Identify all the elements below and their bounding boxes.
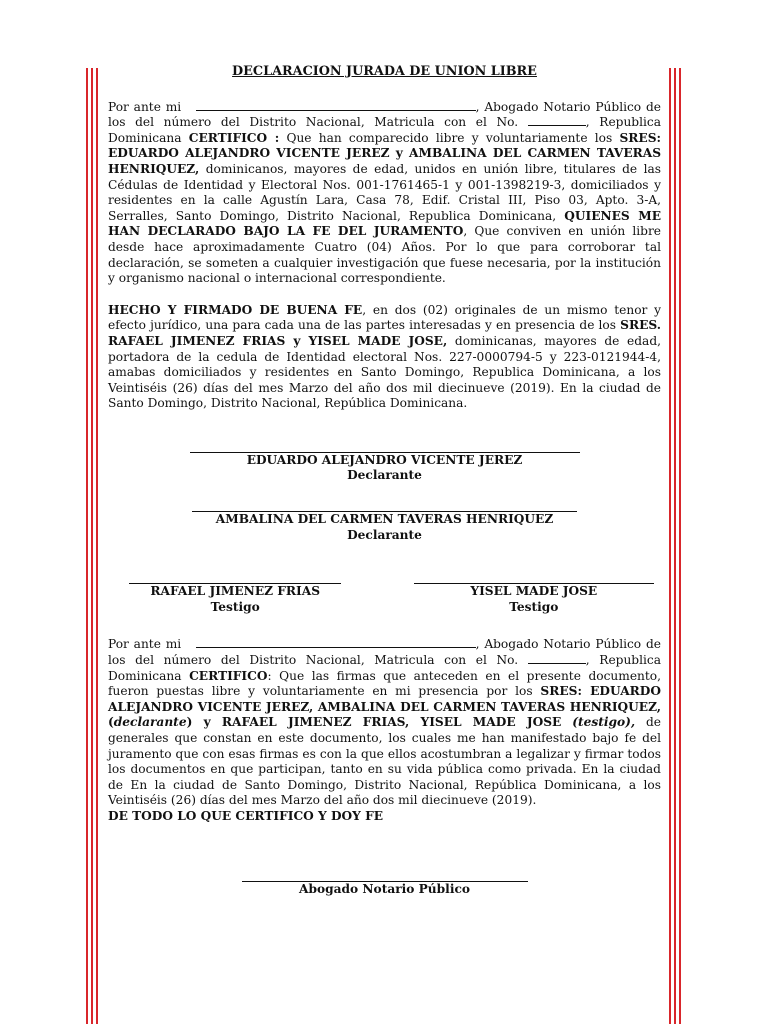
paragraph-notary-certification: Por ante mi , Abogado Notario Público de los del número del Distrito Nacional, Matricula con el No. , Republica Dominicana CERTIFICO: Que las firmas que anteceden en el presente documento, fueron puestas libre y voluntariamente en mi presencia por los SRES: EDUARDO ALEJANDRO VICENTE JEREZ, AMBALINA DEL CARMEN TAVERAS HENRIQUEZ, (declarante) y RAFAEL JIMENEZ FRIAS, YISEL MADE JOSE (testigo), de generales que constan en este documento, los cuales me han manifestado bajo fe del juramento que con esas firmas es con la que ellos acostumbran a legalizar y firmar todos los documentos en que participan, tanto en su vida pública como privada. En la ciudad de En la ciudad de Santo Domingo, Distrito Nacional, República Dominicana, a los Veintiséis (26) días del mes Marzo del año dos mil diecinueve (2019). (108, 637, 662, 808)
signature-block-notary: Abogado Notario Público (108, 881, 661, 898)
closing-statement: DE TODO LO QUE CERTIFICO Y DOY FE (108, 808, 384, 823)
signature-block-declarant-1: EDUARDO ALEJANDRO VICENTE JEREZ Declarante (108, 452, 661, 484)
signature-block-witness-2: YISEL MADE JOSE Testigo (407, 583, 661, 615)
notary-name-blank (196, 100, 476, 111)
paragraph-signed: HECHO Y FIRMADO DE BUENA FE, en dos (02) originales de un mismo tenor y efecto jurídico, una para cada una de las partes interesadas y en presencia de los SRES. RAFAEL JIMENEZ FRIAS y YISEL MADE JOSE, dominicanas, mayores de edad, portadora de la cedula de Identidad electoral Nos. 227-0000794-5 y 223-0121944-4, amabas domiciliados y residentes en Santo Domingo, Republica Dominicana, a los Veintiséis (26) días del mes Marzo del año dos mil diecinueve (2019). En la ciudad de Santo Domingo, Distrito Nacional, República Dominicana. (108, 302, 662, 411)
signature-block-witness-1: RAFAEL JIMENEZ FRIAS Testigo (108, 583, 362, 615)
registration-number-blank-2 (528, 653, 586, 664)
signature-block-declarant-2: AMBALINA DEL CARMEN TAVERAS HENRIQUEZ Declarante (108, 511, 661, 543)
right-red-border (669, 68, 683, 1024)
paragraph-certification: Por ante mi , Abogado Notario Público de los del número del Distrito Nacional, Matricula con el No. , Republica Dominicana CERTIFICO : Que han comparecido libre y voluntariamente los SRES: EDUARDO ALEJANDRO VICENTE JEREZ y AMBALINA DEL CARMEN TAVERAS HENRIQUEZ, dominicanos, mayores de edad, unidos en unión libre, titulares de las Cédulas de Identidad y Electoral Nos. 001-1761465-1 y 001-1398219-3, domiciliados y residentes en la calle Agustín Lara, Casa 78, Edif. Cristal III, Piso 03, Apto. 3-A, Serralles, Santo Domingo, Distrito Nacional, Republica Dominicana, QUIENES ME HAN DECLARADO BAJO LA FE DEL JURAMENTO, Que conviven en unión libre desde hace aproximadamente Cuatro (04) Años. Por lo que para corroborar tal declaración, se someten a cualquier investigación que fuese necesaria, por la institución y organismo nacional o internacional correspondiente. (108, 99, 662, 286)
registration-number-blank (528, 115, 586, 126)
notary-name-blank-2 (196, 637, 476, 648)
document-body (108, 64, 661, 897)
document-title: DECLARACION JURADA DE UNION LIBRE (232, 64, 537, 79)
left-red-border (86, 68, 100, 1024)
